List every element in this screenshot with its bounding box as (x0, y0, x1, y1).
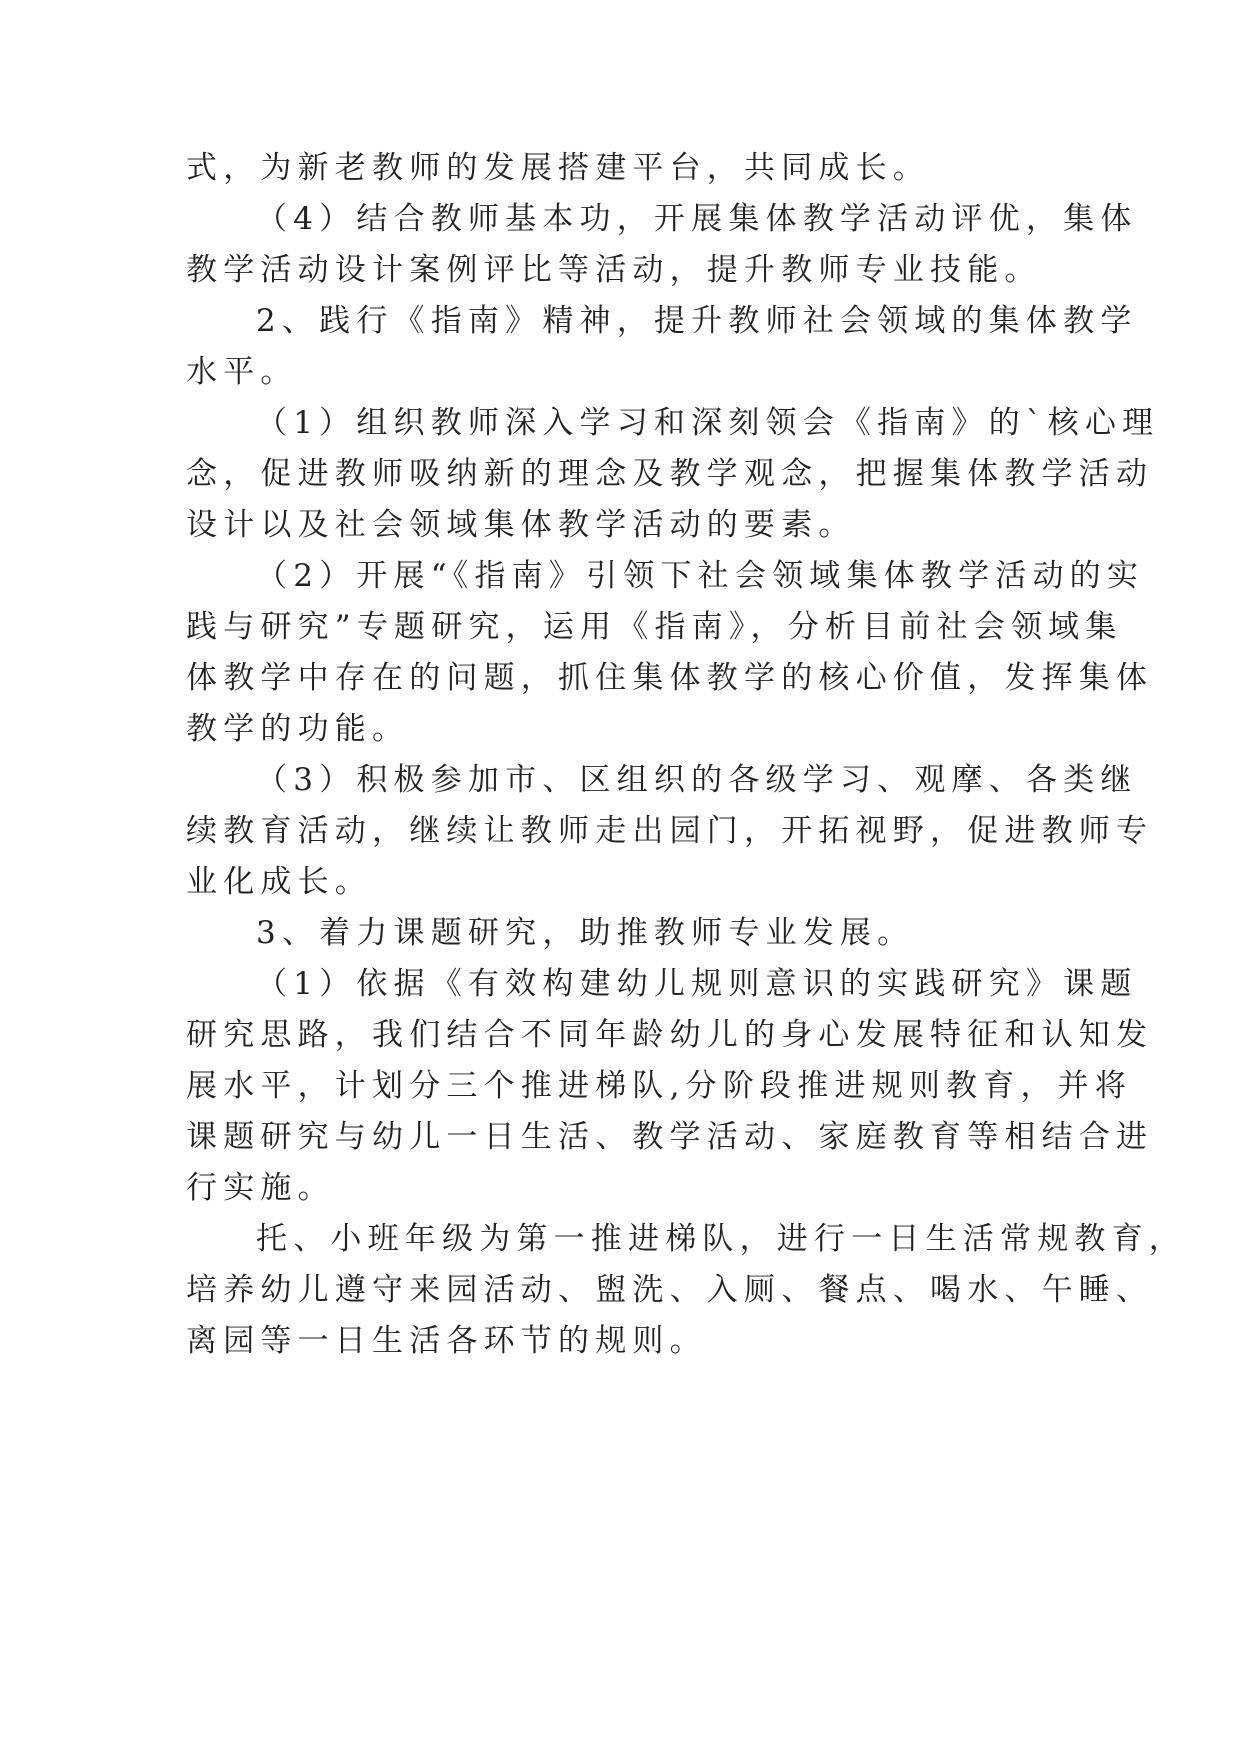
text-line: （3）积极参加市、区组织的各级学习、观摩、各类继 (256, 762, 1138, 798)
text-line: （2）开展“《指南》引领下社会领域集体教学活动的实 (256, 558, 1145, 594)
text-line: 践与研究”专题研究，运用《指南》，分析目前社会领域集 (186, 609, 1123, 645)
text-line: 续教育活动，继续让教师走出园门，开拓视野，促进教师专 (186, 813, 1154, 849)
text-line: 展水平，计划分三个推进梯队,分阶段推进规则教育，并将 (186, 1068, 1133, 1104)
text-line: 2、践行《指南》精神，提升教师社会领域的集体教学 (256, 303, 1138, 339)
text-line: 念，促进教师吸纳新的理念及教学观念，把握集体教学活动 (186, 456, 1154, 492)
text-line: 课题研究与幼儿一日生活、教学活动、家庭教育等相结合进 (186, 1119, 1154, 1155)
text-line: （1）组织教师深入学习和深刻领会《指南》的`核心理 (256, 405, 1160, 441)
text-line: 托、小班年级为第一推进梯队，进行一日生活常规教育， (256, 1221, 1186, 1257)
text-line: 式，为新老教师的发展搭建平台，共同成长。 (186, 150, 930, 186)
text-line: 离园等一日生活各环节的规则。 (186, 1323, 707, 1359)
text-line: 水平。 (186, 354, 298, 390)
text-line: 教学的功能。 (186, 711, 410, 747)
text-line: 业化成长。 (186, 864, 372, 900)
text-line: 教学活动设计案例评比等活动，提升教师专业技能。 (186, 252, 1042, 288)
text-line: 培养幼儿遵守来园活动、盥洗、入厕、餐点、喝水、午睡、 (186, 1272, 1154, 1308)
text-line: 3、着力课题研究，助推教师专业发展。 (256, 915, 915, 951)
text-line: 体教学中存在的问题，抓住集体教学的核心价值，发挥集体 (186, 660, 1154, 696)
text-line: （1）依据《有效构建幼儿规则意识的实践研究》课题 (256, 966, 1138, 1002)
text-line: 研究思路，我们结合不同年龄幼儿的身心发展特征和认知发 (186, 1017, 1154, 1053)
text-line: 设计以及社会领域集体教学活动的要素。 (186, 507, 856, 543)
text-line: 行实施。 (186, 1170, 335, 1206)
text-line: （4）结合教师基本功，开展集体教学活动评优，集体 (256, 201, 1138, 237)
